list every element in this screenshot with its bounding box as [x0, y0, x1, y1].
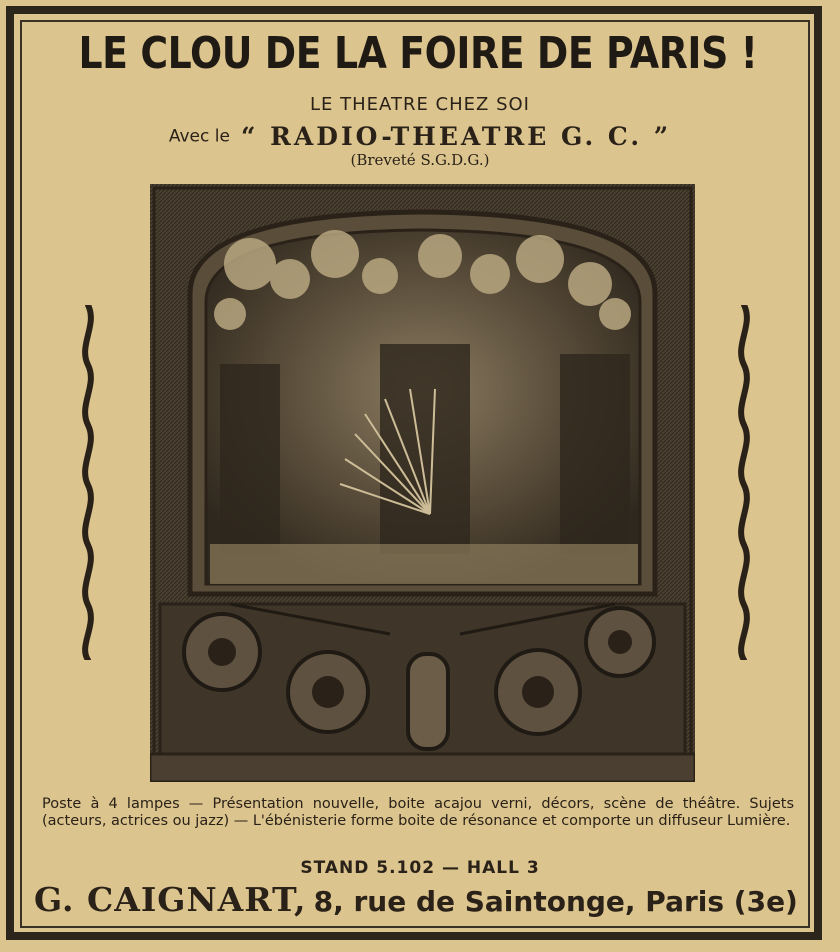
product-line: [0, 122, 840, 151]
radio-theatre-cabinet-illustration: [150, 184, 695, 782]
company-address: 8, rue de Saintonge, Paris (3e): [313, 885, 798, 918]
patent-note: (Breveté S.G.D.G.): [350, 151, 490, 169]
subheadline: LE THEATRE CHEZ SOI: [310, 94, 530, 115]
brand-name: “ RADIO-THEATRE G. C. ”: [241, 122, 672, 151]
avec-label: Avec le: [168, 126, 230, 147]
company-footer: [34, 880, 814, 919]
product-description: Poste à 4 lampes — Présentation nouvelle, boite acajou verni, décors, scène de théâtre. Sujets (acteurs, actrices ou jazz) — L'ébénisterie forme boite de résonance et comporte un diffuseur Lumière.: [42, 796, 794, 829]
headline: LE CLOU DE LA FOIRE DE PARIS !: [78, 28, 758, 79]
company-name: G. CAIGNART,: [34, 880, 307, 919]
left-squiggle-ornament: [76, 305, 100, 660]
stand-location: STAND 5.102 — HALL 3: [300, 858, 540, 878]
right-squiggle-ornament: [732, 305, 756, 660]
